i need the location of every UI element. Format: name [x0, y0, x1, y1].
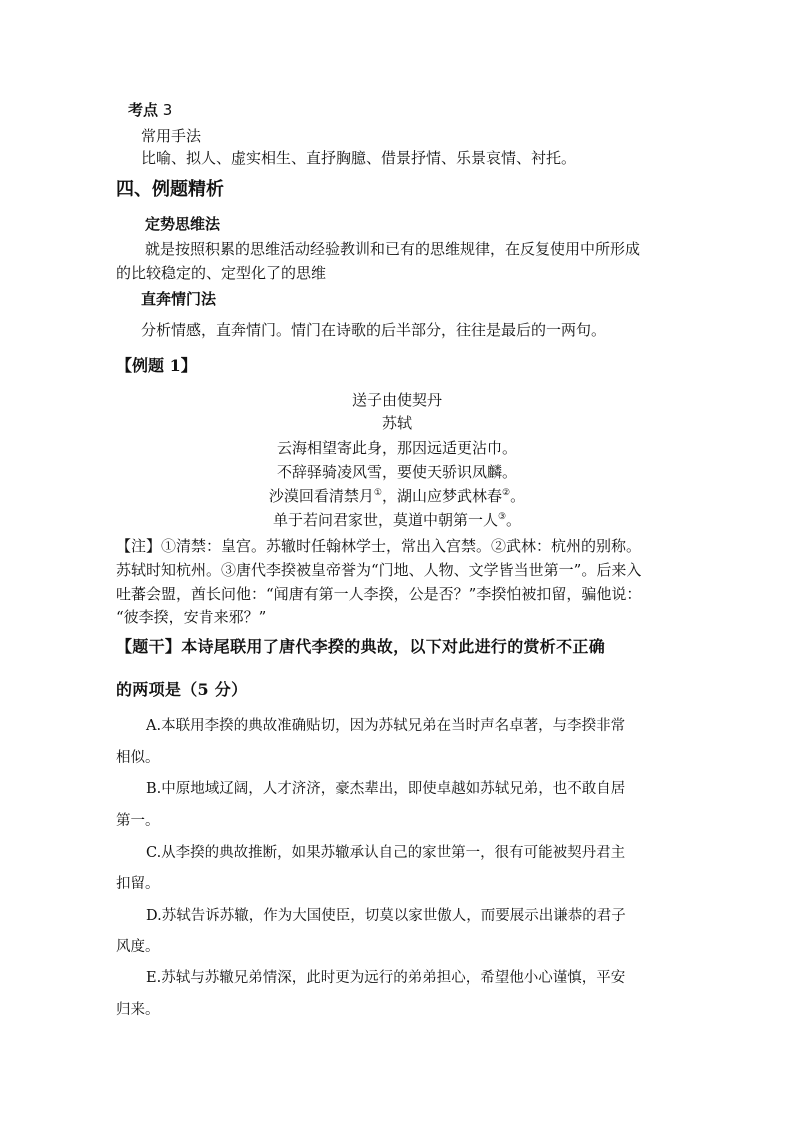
- kaodian-heading: [128, 100, 172, 120]
- question-stem-line1: 【题干】本诗尾联用了唐代李揆的典故，以下对此进行的赏析不正确: [116, 637, 606, 656]
- question-stem-line2: 的两项是（5 分）: [116, 680, 248, 699]
- poem-line-2: 不辞驿骑凌风雪，要使天骄识凤麟。: [276, 463, 517, 481]
- poem-line-3: [0, 486, 794, 506]
- note-line-1: 【注】①清禁：皇宫。苏辙时任翰林学士，常出入宫禁。②武林：杭州的别称。: [116, 537, 642, 555]
- option-b-line2: 第一。: [116, 813, 160, 829]
- method1-title: 定势思维法: [145, 215, 221, 233]
- poem-line-4-part1: 单于若问君家世，莫道中朝第一人: [272, 511, 498, 529]
- footnote-mark-2: ②: [502, 488, 511, 498]
- poem-title: 送子由使契丹: [351, 391, 442, 409]
- option-a-line2: 相似。: [116, 750, 160, 766]
- poem-author: 苏轼: [381, 414, 412, 432]
- method2-text: 分析情感，直奔情门。情门在诗歌的后半部分，往往是最后的一两句。: [141, 321, 607, 339]
- option-c-line1: C.从李揆的典故推断，如果苏辙承认自己的家世第一，很有可能被契丹君主: [146, 845, 626, 861]
- method2-title: 直奔情门法: [141, 290, 217, 308]
- note-line-3: 吐蕃会盟，酋长问他：“闻唐有第一人李揆，公是否？”李揆怕被扣留，骗他说：: [116, 585, 642, 603]
- kaodian-label: 考点: [128, 101, 159, 119]
- option-e-line1: E.苏轼与苏辙兄弟情深，此时更为远行的弟弟担心，希望他小心谨慎，平安: [146, 970, 626, 986]
- option-a-line1: A.本联用李揆的典故准确贴切，因为苏轼兄弟在当时声名卓著，与李揆非常: [146, 718, 626, 734]
- poem-line-3-end: 。: [510, 487, 526, 505]
- footnote-mark-3: ③: [497, 512, 507, 522]
- method1-text-line1: 就是按照积累的思维活动经验教训和已有的思维规律，在反复使用中所形成: [145, 240, 641, 258]
- poem-line-3-part2: ，湖山应梦武林春: [381, 487, 502, 505]
- method1-text-line2: 的比较稳定的、定型化了的思维: [116, 264, 327, 282]
- option-d-line1: D.苏轼告诉苏辙，作为大国使臣，切莫以家世傲人，而要展示出谦恭的君子: [146, 908, 626, 924]
- techniques-heading: 常用手法: [141, 127, 202, 145]
- option-c-line2: 扣留。: [116, 876, 160, 892]
- poem-line-4-end: 。: [506, 511, 522, 529]
- option-b-line1: B.中原地域辽阔，人才济济，豪杰辈出，即使卓越如苏轼兄弟，也不敢自居: [146, 781, 626, 797]
- poem-line-1: 云海相望寄此身，那因远适更沾巾。: [276, 439, 517, 457]
- poem-line-3-part1: 沙漠回看清禁月: [268, 487, 374, 505]
- example-label: 【例题 1】: [116, 356, 197, 375]
- note-line-4: “彼李揆，安肯来邪？”: [116, 608, 267, 626]
- poem-line-4: [0, 510, 794, 530]
- section-title: 四、例题精析: [116, 179, 224, 200]
- kaodian-number: 3: [162, 101, 173, 119]
- footnote-mark-1: ①: [373, 488, 382, 498]
- option-e-line2: 归来。: [116, 1002, 160, 1018]
- option-d-line2: 风度。: [116, 939, 160, 955]
- note-line-2: 苏轼时知杭州。③唐代李揆被皇帝誉为“门地、人物、文学皆当世第一”。后来入: [116, 561, 642, 579]
- techniques-list: 比喻、拟人、虚实相生、直抒胸臆、借景抒情、乐景哀情、衬托。: [141, 149, 577, 167]
